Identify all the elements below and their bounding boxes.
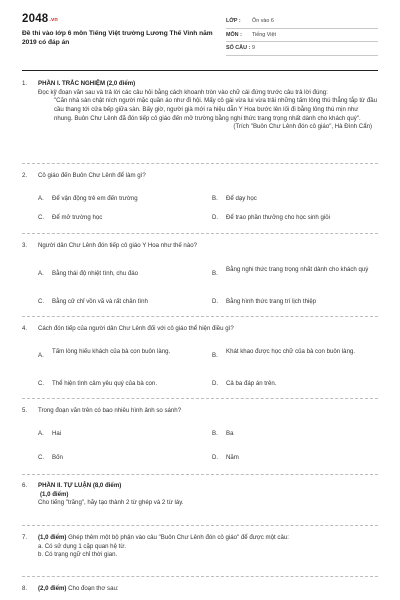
divider: [22, 474, 378, 475]
option-letter: C.: [38, 380, 45, 387]
question-8: [22, 585, 378, 594]
option-letter: B.: [212, 352, 218, 359]
question-number: 2.: [22, 172, 28, 179]
option-text: Bằng nghi thức trang trọng nhất dành cho khách quý: [226, 266, 369, 273]
header-divider: [22, 70, 378, 71]
option-letter: D.: [212, 454, 219, 461]
question-number: 3.: [22, 242, 28, 249]
option-text: Hai: [52, 430, 62, 437]
option-letter: A.: [38, 352, 44, 359]
divider: [22, 233, 378, 234]
question-5: [22, 407, 378, 416]
meta-table: [226, 15, 378, 56]
divider: [22, 525, 378, 526]
meta-key: SỐ CÂU :: [226, 45, 251, 52]
option-letter: B.: [212, 270, 218, 277]
section-heading: PHẦN II. TỰ LUẬN (8,0 điểm): [38, 482, 122, 489]
option-text: Để dạy học: [226, 195, 257, 202]
question-text: Trong đoạn văn trên có bao nhiêu hình ảnh so sánh?: [38, 407, 182, 414]
instruction-text: Đọc kỹ đoạn văn sau và trả lời các câu hỏi bằng cách khoanh tròn vào chữ cái đứng trước câu trả lời đúng:: [38, 88, 328, 96]
document-title: Đề thi vào lớp 6 môn Tiếng Việt trường Lương Thế Vinh năm 2019 có đáp án: [22, 30, 213, 47]
divider: [22, 163, 378, 164]
option-text: Cả ba đáp án trên.: [226, 380, 277, 387]
option-letter: A.: [38, 430, 44, 437]
option-letter: D.: [212, 214, 219, 221]
meta-value: Tiếng Việt: [252, 31, 276, 38]
question-text: Cách đón tiếp của người dân Chư Lênh đối với cô giáo thể hiện điều gì?: [38, 325, 234, 332]
meta-key: LỚP :: [226, 18, 241, 25]
divider: [22, 316, 378, 317]
question-text: Ghép thêm một bộ phận vào câu "Buôn Chư Lênh đón cô giáo" để được một câu:: [68, 534, 289, 541]
option-letter: D.: [212, 380, 219, 387]
question-text: Cho đoạn thơ sau:: [68, 585, 119, 592]
option-text: Khát khao được học chữ của bà con buôn làng.: [226, 348, 356, 355]
question-text: Cô giáo đến Buôn Chư Lênh để làm gì?: [38, 172, 146, 179]
section-heading: PHẦN I. TRẮC NGHIỆM (2,0 điểm): [38, 80, 136, 87]
logo-text: 2048: [22, 13, 49, 25]
option-text: Ba: [226, 430, 234, 437]
option-text: Thể hiện tình cảm yêu quý của bà con.: [52, 380, 158, 387]
reading-passage: "Căn nhà sàn chật ních người mặc quần áo như đi hội. Mấy cô gái vừa lui vừa trải những tấm lông thú thẳng tắp từ đầu cầu thang tới cửa bếp giữa sàn. Bấy giờ, người già mới ra hiệu dẫn Y Hoa bước lên lối đi bằng lông thú mịn như nhung. Buôn Chư Lênh đã đón tiếp cô giáo đến mở trường bằng nghi thức trang trọng nhất dành cho khách quý".: [54, 97, 377, 122]
logo-suffix: .vn: [49, 17, 58, 23]
option-text: Bằng thái độ nhiệt tình, chu đáo: [52, 270, 139, 277]
sub-question-b: b. Có trạng ngữ chỉ thời gian.: [38, 551, 118, 559]
question-points: (1,0 điểm): [38, 534, 67, 541]
question-3: [22, 242, 378, 251]
question-1: [22, 80, 378, 132]
option-letter: A.: [38, 270, 44, 277]
option-letter: C.: [38, 298, 45, 305]
option-text: Bằng cử chỉ vồn vã và rất chân tình: [52, 298, 148, 305]
option-letter: D.: [212, 298, 219, 305]
meta-value: Ôn vào 6: [252, 18, 274, 25]
divider: [22, 576, 378, 577]
question-points: (1,0 điểm): [40, 490, 69, 498]
question-4: [22, 325, 378, 334]
option-letter: C.: [38, 454, 45, 461]
option-text: Để trao phần thưởng cho học sinh giỏi: [226, 214, 330, 221]
sub-question-a: a. Có sử dụng 1 cặp quan hệ từ.: [38, 542, 127, 550]
question-text: Cho tiếng "trăng", hãy tạo thành 2 từ ghép và 2 từ láy.: [38, 499, 184, 507]
question-6: [22, 482, 378, 508]
question-text: Người dân Chư Lênh đón tiếp cô giáo Y Hoa như thế nào?: [38, 242, 197, 249]
divider: [22, 398, 378, 399]
site-logo[interactable]: [22, 13, 58, 25]
option-letter: C.: [38, 214, 45, 221]
option-text: Để vận động trẻ em đến trường: [52, 195, 138, 202]
question-number: 4.: [22, 325, 28, 332]
meta-row-count: [226, 42, 378, 56]
meta-row-subject: [226, 29, 378, 43]
question-2: [22, 172, 378, 181]
option-letter: B.: [212, 430, 218, 437]
meta-value: 9: [252, 45, 255, 52]
question-number: 5.: [22, 407, 28, 414]
question-points: (2,0 điểm): [38, 585, 67, 592]
option-letter: B.: [212, 195, 218, 202]
option-text: Để mở trường học: [52, 214, 103, 221]
question-number: 6.: [22, 482, 28, 489]
option-text: Bằng hình thức trang trí lịch thiệp: [226, 298, 317, 305]
option-letter: A.: [38, 195, 44, 202]
option-text: Tấm lòng hiếu khách của bà con buôn làng.: [52, 348, 171, 355]
question-7: [22, 534, 378, 560]
passage-source: (Trích "Buôn Chư Lênh đón cô giáo", Hà Đình Cẩn): [233, 123, 372, 131]
meta-row-grade: [226, 15, 378, 29]
question-number: 8.: [22, 585, 28, 592]
question-number: 7.: [22, 534, 28, 541]
question-number: 1.: [22, 80, 28, 87]
meta-key: MÔN :: [226, 31, 242, 38]
option-text: Năm: [226, 454, 239, 461]
option-text: Bốn: [52, 454, 63, 461]
